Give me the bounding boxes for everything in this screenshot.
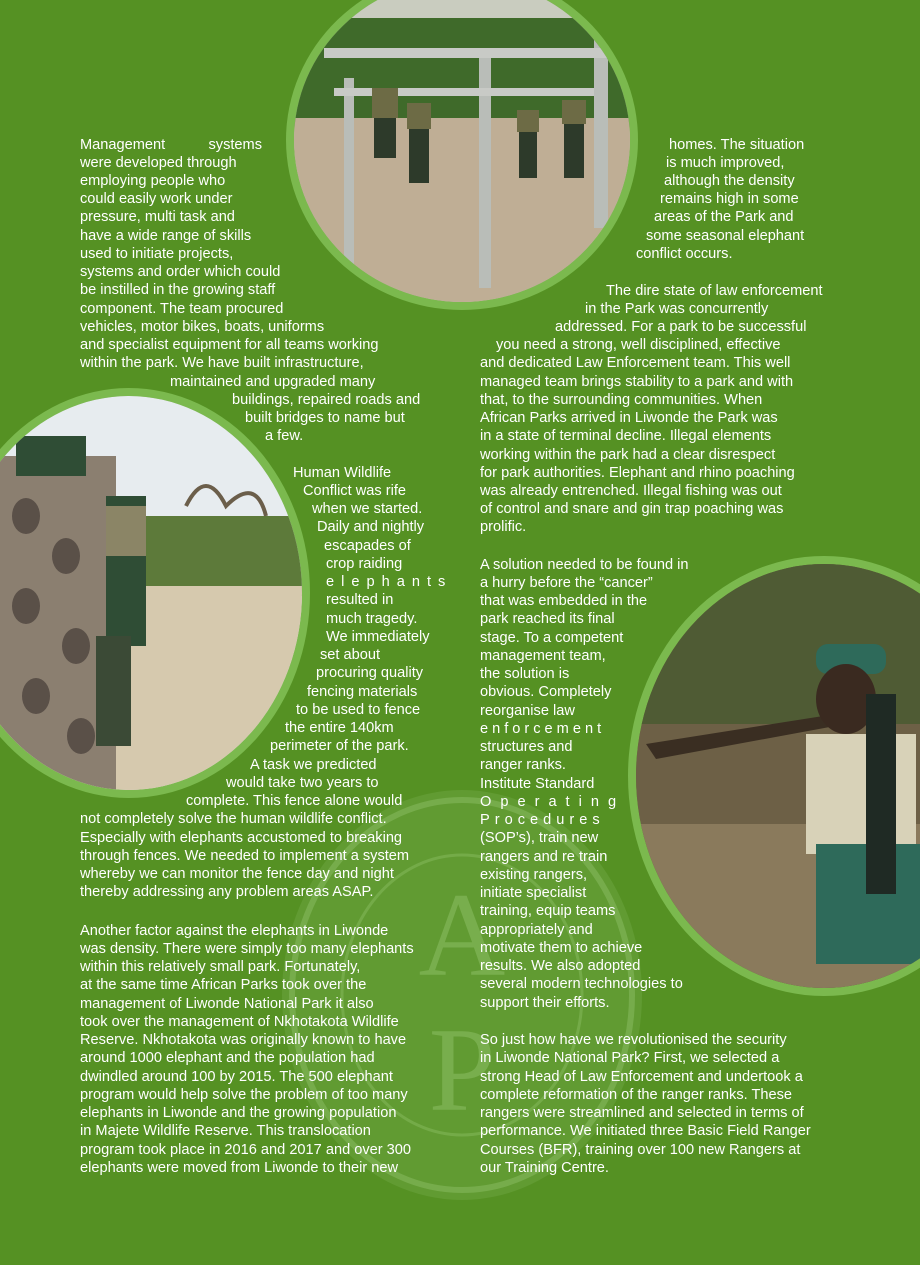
photo-training-obstacle xyxy=(286,0,638,310)
text-line: procuring quality xyxy=(316,665,424,681)
text-line: performance. We initiated three Basic Field Ranger xyxy=(480,1123,811,1139)
text-line: was already entrenched. Illegal fishing was out xyxy=(480,483,782,499)
text-line: Courses (BFR), training over 100 new Rangers at xyxy=(480,1142,801,1158)
text-line: that, to the surrounding communities. When xyxy=(480,392,763,408)
text-line: buildings, repaired roads and xyxy=(232,392,421,408)
text-line: around 1000 elephant and the population had xyxy=(80,1050,375,1066)
text-line: through fences. We needed to implement a system xyxy=(80,848,410,864)
text-line: Especially with elephants accustomed to breaking xyxy=(80,830,403,846)
text-line: management team, xyxy=(480,648,606,664)
text-line: A task we predicted xyxy=(250,757,377,773)
text-line: component. The team procured xyxy=(80,301,284,317)
text-line: managed team brings stability to a park and with xyxy=(480,374,794,390)
text-line: program took place in 2016 and 2017 and over 300 xyxy=(80,1142,412,1158)
text-line: much tragedy. xyxy=(326,611,418,627)
text-line: reorganise law xyxy=(480,703,575,719)
text-line: whereby we can monitor the fence day and night xyxy=(80,866,394,882)
text-line: dwindled around 100 by 2015. The 500 elephant xyxy=(80,1069,393,1085)
text-line: at the same time African Parks took over the xyxy=(80,977,367,993)
text-line: is much improved, xyxy=(666,155,785,171)
text-line: complete. This fence alone would xyxy=(186,793,403,809)
text-line: pressure, multi task and xyxy=(80,209,235,225)
text-line: was density. There were simply too many elephants xyxy=(80,941,414,957)
text-line: Reserve. Nkhotakota was originally known to have xyxy=(80,1032,407,1048)
text-line: We immediately xyxy=(326,629,430,645)
text-line: resulted in xyxy=(326,592,394,608)
text-line: vehicles, motor bikes, boats, uniforms xyxy=(80,319,325,335)
text-line: used to initiate projects, xyxy=(80,246,234,262)
text-line: rangers and re train xyxy=(480,849,608,865)
text-line: support their efforts. xyxy=(480,995,610,1011)
text-line: would take two years to xyxy=(226,775,379,791)
text-line: program would help solve the problem of too many xyxy=(80,1087,408,1103)
text-line: elephants xyxy=(326,574,453,590)
text-line: to be used to fence xyxy=(296,702,421,718)
text-line: Conflict was rife xyxy=(303,483,406,499)
text-line: strong Head of Law Enforcement and undertook a xyxy=(480,1069,803,1085)
text-line: the solution is xyxy=(480,666,570,682)
text-line: within this relatively small park. Fortunately, xyxy=(80,959,361,975)
text-line: be instilled in the growing staff xyxy=(80,282,276,298)
photo-ranger-rifle xyxy=(628,556,920,996)
text-line: escapades of xyxy=(324,538,411,554)
text-line: a hurry before the “cancer” xyxy=(480,575,653,591)
text-line: Human Wildlife xyxy=(293,465,392,481)
text-line: in a state of terminal decline. Illegal elements xyxy=(480,428,772,444)
text-line: were developed through xyxy=(80,155,237,171)
text-line: set about xyxy=(320,647,381,663)
text-line: areas of the Park and xyxy=(654,209,794,225)
text-line: The dire state of law enforcement xyxy=(606,283,823,299)
text-line: prolific. xyxy=(480,519,527,535)
text-line: crop raiding xyxy=(326,556,403,572)
text-line: for park authorities. Elephant and rhino poaching xyxy=(480,465,795,481)
text-line: stage. To a competent xyxy=(480,630,624,646)
text-line: Another factor against the elephants in Liwonde xyxy=(80,923,389,939)
text-line: motivate them to achieve xyxy=(480,940,643,956)
text-line: appropriately and xyxy=(480,922,593,938)
text-line: remains high in some xyxy=(660,191,799,207)
text-line: elephants in Liwonde and the growing population xyxy=(80,1105,397,1121)
text-line: elephants were moved from Liwonde to their new xyxy=(80,1160,398,1176)
text-line: systems and order which could xyxy=(80,264,281,280)
text-line: within the park. We have built infrastructure, xyxy=(80,355,364,371)
text-line: working within the park had a clear disrespect xyxy=(480,447,776,463)
text-line: took over the management of Nkhotakota Wildlife xyxy=(80,1014,399,1030)
text-line: you need a strong, well disciplined, effective xyxy=(496,337,781,353)
text-line: ranger ranks. xyxy=(480,757,566,773)
text-line: structures and xyxy=(480,739,573,755)
text-line: A solution needed to be found in xyxy=(480,557,689,573)
text-line: results. We also adopted xyxy=(480,958,641,974)
text-line: and specialist equipment for all teams working xyxy=(80,337,379,353)
text-line: could easily work under xyxy=(80,191,233,207)
text-line: our Training Centre. xyxy=(480,1160,609,1176)
text-line: training, equip teams xyxy=(480,903,616,919)
text-line: conflict occurs. xyxy=(636,246,733,262)
text-line: fencing materials xyxy=(307,684,418,700)
text-line: obvious. Completely xyxy=(480,684,612,700)
text-line: several modern technologies to xyxy=(480,976,683,992)
text-line: (SOP’s), train new xyxy=(480,830,599,846)
text-line: employing people who xyxy=(80,173,226,189)
text-line: and dedicated Law Enforcement team. This well xyxy=(480,355,791,371)
text-line: addressed. For a park to be successful xyxy=(555,319,807,335)
text-line: maintained and upgraded many xyxy=(170,374,376,390)
text-line: enforcement xyxy=(480,721,606,737)
text-line: existing rangers, xyxy=(480,867,588,883)
text-line: African Parks arrived in Liwonde the Park was xyxy=(480,410,778,426)
text-line: park reached its final xyxy=(480,611,615,627)
text-line: Institute Standard xyxy=(480,776,595,792)
text-line: the entire 140km xyxy=(285,720,394,736)
photo-wall-climb xyxy=(0,388,310,798)
text-line: Operating xyxy=(480,794,626,810)
svg-text:A: A xyxy=(418,868,506,1001)
text-line: Management systems xyxy=(80,137,262,153)
text-line: when we started. xyxy=(312,501,423,517)
text-line: thereby addressing any problem areas ASAP. xyxy=(80,884,374,900)
text-line: in the Park was concurrently xyxy=(585,301,769,317)
text-line: management of Liwonde National Park it also xyxy=(80,996,374,1012)
text-line: in Liwonde National Park? First, we selected a xyxy=(480,1050,780,1066)
text-line: of control and snare and gin trap poaching was xyxy=(480,501,784,517)
text-line: complete reformation of the ranger ranks. These xyxy=(480,1087,793,1103)
text-line: So just how have we revolutionised the security xyxy=(480,1032,787,1048)
text-line: rangers were streamlined and selected in terms of xyxy=(480,1105,804,1121)
text-line: not completely solve the human wildlife conflict. xyxy=(80,811,387,827)
text-line: although the density xyxy=(664,173,795,189)
text-line: perimeter of the park. xyxy=(270,738,409,754)
text-line: initiate specialist xyxy=(480,885,587,901)
text-line: homes. The situation xyxy=(669,137,805,153)
text-line: some seasonal elephant xyxy=(646,228,805,244)
text-line: a few. xyxy=(265,428,304,444)
text-line: Daily and nightly xyxy=(317,519,425,535)
text-line: have a wide range of skills xyxy=(80,228,252,244)
text-line: that was embedded in the xyxy=(480,593,648,609)
text-line: built bridges to name but xyxy=(245,410,405,426)
svg-text:P: P xyxy=(428,1003,496,1136)
text-line: Procedures xyxy=(480,812,605,828)
text-line: in Majete Wildlife Reserve. This translocation xyxy=(80,1123,371,1139)
